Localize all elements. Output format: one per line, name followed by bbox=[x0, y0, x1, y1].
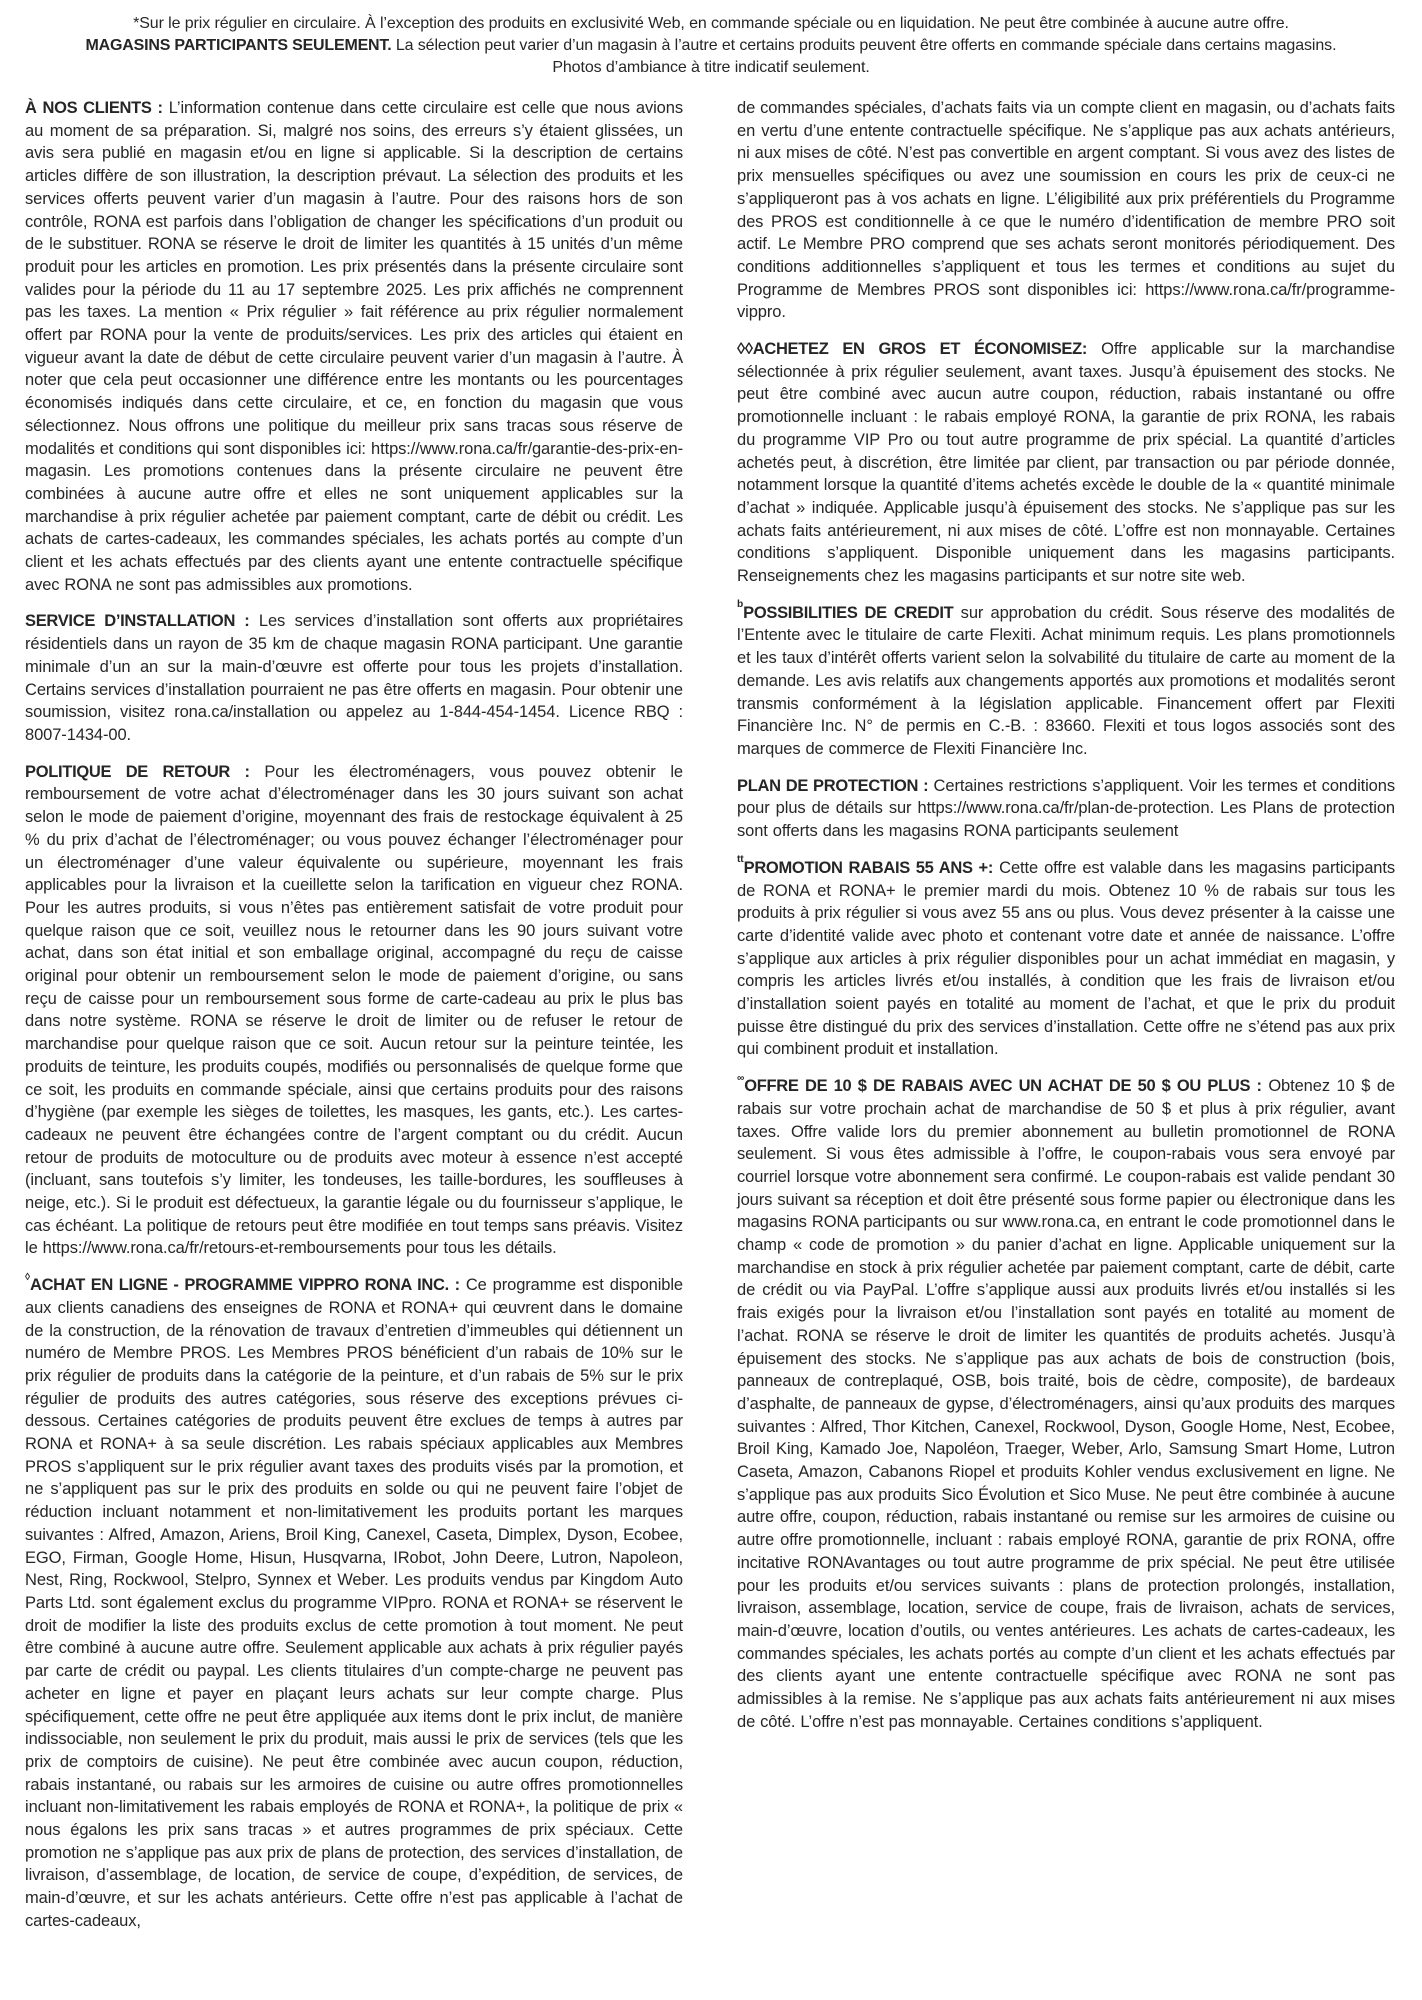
paragraph-body: Offre applicable sur la marchandise sélectionnée à prix régulier seulement, avant taxes. Jusqu’à épuisement des stocks. Ne peut être combiné avec aucun autre coupon, réduction, rabais instantané ou offre promotionnelle incluant : le rabais employé RONA, la garantie de prix RONA, les rabais du programme VIP Pro ou tout autre programme de prix spécial. La quantité d’articles achetés peut, à discrétion, être limitée par client, par transaction ou par période donnée, notamment lorsque la quantité d’items achetés excède le double de la « quantité minimale d’achat » indiquée. Applicable jusqu’à épuisement des stocks. Ne s’applique pas sur les achats faits antérieurement, ni aux mises de côté. L’offre est non monnayable. Certaines conditions s’appliquent. Disponible uniquement dans les magasins participants. Renseignements chez les magasins participants et sur notre site web. bbox=[737, 340, 1395, 586]
footnote-marker: b bbox=[737, 599, 744, 611]
paragraph-heading: OFFRE DE 10 $ DE RABAIS AVEC UN ACHAT DE 50 $ OU PLUS : bbox=[744, 1077, 1262, 1096]
footnote-marker: tt bbox=[737, 854, 744, 866]
legal-paragraph bbox=[25, 610, 683, 746]
legal-paragraph bbox=[25, 761, 683, 1260]
paragraph-heading: POSSIBILITIES DE CREDIT bbox=[743, 603, 954, 622]
paragraph-heading: SERVICE D’INSTALLATION : bbox=[25, 612, 250, 631]
header-line-2 bbox=[20, 35, 1402, 57]
legal-paragraph bbox=[737, 1072, 1396, 1733]
paragraph-body: Pour les électroménagers, vous pouvez obtenir le remboursement de votre achat d’électroménager dans les 30 jours suivant son achat selon le mode de paiement d’origine, moyennant des frais de restockage équivalent à 25 % du prix d’achat de l’électroménager; ou vous pouvez échanger l’électroménager pour un électroménager d’une valeur équivalente ou supérieure, moyennant les frais applicables pour la livraison et la cueillette selon la tarification en vigueur chez RONA. Pour les autres produits, si vous n’êtes pas entièrement satisfait de votre produit pour quelque raison que ce soit, veuillez nous le retourner dans les 90 jours suivant votre achat, dans son état initial et son emballage original, accompagné du reçu de caisse original pour obtenir un remboursement selon le mode de paiement d’origine, ou sans reçu de caisse pour un remboursement sous forme de carte-cadeau au prix le plus bas dans notre système. RONA se réserve le droit de limiter ou de refuser le retour de marchandise pour quelque raison que ce soit. Aucun retour sur la peinture teintée, les produits de teinture, les produits coupés, modifiés ou personnalisés de quelque forme que ce soit, les produits en commande spéciale, ainsi que certains produits pour des raisons d’hygiène (par exemple les sièges de toilettes, les masques, les gants, etc.). Les cartes-cadeaux ne peuvent être échangées contre de l’argent comptant ou du crédit. Aucun retour de produits de motoculture ou de produits avec moteur à essence n’est accepté (incluant, sans toutefois s’y limiter, les tondeuses, les taille-bordures, les souffleuses à neige, etc.). Si le produit est défectueux, la garantie légale ou du fournisseur s’applique, le cas échéant. La politique de retours peut être modifiée en tout temps sans préavis. Visitez le https://www.rona.ca/fr/retours-et-remboursements pour tous les détails. bbox=[25, 762, 683, 1258]
paragraph-body: Certaines restrictions s’appliquent. Voir les termes et conditions pour plus de détails sur https://www.rona.ca/fr/plan-de-protection. Les Plans de protection sont offerts dans les magasins RONA participants seulement bbox=[737, 776, 1395, 841]
header-line-3: Photos d’ambiance à titre indicatif seulement. bbox=[552, 59, 870, 76]
header-line-2-rest: La sélection peut varier d’un magasin à l’autre et certains produits peuvent être offerts en commande spéciale dans certains magasins. bbox=[391, 37, 1337, 54]
legal-paragraph bbox=[25, 97, 683, 596]
paragraph-heading: POLITIQUE DE RETOUR : bbox=[25, 762, 250, 781]
legal-paragraph bbox=[737, 599, 1396, 761]
paragraph-heading: À NOS CLIENTS : bbox=[25, 99, 163, 117]
paragraph-body: Ce programme est disponible aux clients canadiens des enseignes de RONA et RONA+ qui œuvrent dans le domaine de la construction, de la rénovation de travaux d’entretien d’immeubles qui détiennent un numéro de Membre PROS. Les Membres PROS bénéficient d’un rabais de 10% sur le prix régulier de produits dans la catégorie de la peinture, et d’un rabais de 5% sur le prix régulier de produits des autres catégories, sous réserve des exceptions prévues ci-dessous. Certaines catégories de produits peuvent être exclues de temps à autres par RONA et RONA+ à sa seule discrétion. Les rabais spéciaux applicables aux Membres PROS s’appliquent sur le prix régulier avant taxes des produits visés par la promotion, et ne s’appliquent pas sur le prix des produits en solde ou qui ne peuvent faire l’objet de réduction incluant notamment et non-limitativement les produits portant les marques suivantes : Alfred, Amazon, Ariens, Broil King, Canexel, Caseta, Dimplex, Dyson, Ecobee, EGO, Firman, Google Home, Hisun, Husqvarna, IRobot, John Deere, Lutron, Napoleon, Nest, Ring, Rockwool, Stelpro, Synnex et Weber. Les produits vendus par Kingdom Auto Parts Ltd. sont également exclus du programme VIPpro. RONA et RONA+ se réservent le droit de modifier la liste des produits exclus de cette promotion à tout moment. Ne peut être combiné à aucune autre offre. Seulement applicable aux achats à prix régulier payés par carte de crédit ou paypal. Les clients titulaires d’un compte-charge ne peuvent pas acheter en ligne et payer en plaçant leurs achats sur leur compte charge. Plus spécifiquement, cette offre ne peut être appliquée aux items dont le prix inclut, de manière indissociable, non seulement le prix du produit, mais aussi le prix de services (tels que les prix de comptoirs de cuisine). Ne peut être combinée avec aucun coupon, réduction, rabais instantané, ou rabais sur les armoires de cuisine ou autre offres promotionnelles incluant non-limitativement les rabais employés de RONA et RONA+, la politique de prix « nous égalons les prix sans tracas » et autres programmes de prix spéciaux. Cette promotion ne s’applique pas aux prix de plans de protection, des services d’installation, de livraison, d’assemblage, de location, de service de coupe, d’expédition, de services, de main-d’œuvre, et sur les achats antérieurs. Cette offre n’est pas applicable à l’achat de cartes-cadeaux, bbox=[25, 1276, 684, 1930]
paragraph-heading: ◊◊ACHETEZ EN GROS ET ÉCONOMISEZ: bbox=[737, 340, 1088, 359]
paragraph-body: Cette offre est valable dans les magasins participants de RONA et RONA+ le premier mardi du mois. Obtenez 10 % de rabais sur tous les produits à prix régulier si vous avez 55 ans ou plus. Vous devez présenter à la caisse une carte d’identité valide avec photo et contenant votre date et année de naissance. L’offre s’applique aux articles à prix régulier disponibles pour un achat immédiat en magasin, y compris les articles livrés et/ou installés, à condition que les frais de livraison et/ou d’installation soient payés en totalité au moment de l’achat, et que le prix du produit puisse être distingué du prix des services d’installation. Cette offre ne s’étend pas aux prix qui combinent produit et installation. bbox=[737, 858, 1396, 1059]
paragraph-body: Les services d’installation sont offerts aux propriétaires résidentiels dans un rayon de 35 km de chaque magasin RONA participant. Une garantie minimale d’un an sur la main-d’œuvre est offerte pour tous les projets d’installation. Certains services d’installation pourraient ne pas être offerts en magasin. Pour obtenir une soumission, visitez rona.ca/installation ou appelez au 1-844-454-1454. Licence RBQ : 8007-1434-00. bbox=[25, 612, 684, 744]
column-left bbox=[25, 97, 683, 1947]
paragraph-body: de commandes spéciales, d’achats faits via un compte client en magasin, ou d’achats faits en vertu d’une entente contractuelle spécifique. Ne s’applique pas aux achats antérieurs, ni aux mises de côté. N’est pas convertible en argent comptant. Si vous avez des listes de prix mensuelles spécifiques ou avez une soumission en cours les prix de ceux-ci ne s’appliqueront pas à vos achats en ligne. L’éligibilité aux prix préférentiels du Programme des PROS est conditionnelle à ce que le numéro d’identification de membre PRO soit actif. Le Membre PRO comprend que ses achats seront monitorés périodiquement. Des conditions additionnelles s’appliquent et tous les termes et conditions au sujet du Programme de Membres PROS sont disponibles ici: https://www.rona.ca/fr/programme-vippro. bbox=[737, 99, 1395, 322]
header-disclaimer bbox=[0, 0, 1422, 79]
legal-paragraph bbox=[737, 97, 1395, 324]
column-right bbox=[737, 97, 1395, 1947]
legal-paragraph bbox=[737, 854, 1396, 1061]
legal-text-columns bbox=[0, 79, 1422, 1947]
footnote-marker: ◊ bbox=[25, 1271, 30, 1283]
footnote-marker: ∞ bbox=[737, 1072, 745, 1084]
paragraph-heading: ACHAT EN LIGNE - PROGRAMME VIPPRO RONA INC. : bbox=[29, 1276, 460, 1295]
paragraph-body: Obtenez 10 $ de rabais sur votre prochain achat de marchandise de 50 $ et plus à prix régulier, avant taxes. Offre valide lors du premier abonnement au bulletin promotionnel de RONA seulement. Si vous êtes admissible à l’offre, le coupon-rabais vous sera envoyé par courriel lorsque votre abonnement sera confirmé. Le coupon-rabais est valide pendant 30 jours suivant sa réception et doit être présenté sous forme papier ou électronique dans les magasins RONA participants ou sur www.rona.ca, en entrant le code promotionnel dans le champ « code de promotion » du panier d’achat en ligne. Applicable uniquement sur la marchandise en stock à prix régulier achetée par paiement comptant, carte de débit, carte de crédit ou via PayPal. L’offre s’applique aussi aux produits livrés et/ou installés si les frais exigés pour la livraison et/ou l’installation sont payés en totalité au moment de l’achat. RONA se réserve le droit de limiter les quantités de produits achetés. Jusqu’à épuisement des stocks. Ne s’applique pas aux achats de bois de construction (bois, panneaux de contreplaqué, OSB, bois traité, bois de cèdre, composite), de bardeaux d’asphalte, de panneaux de gypse, d’électroménagers, ainsi qu’aux produits des marques suivantes : Alfred, Thor Kitchen, Canexel, Rockwool, Dyson, Google Home, Nest, Ecobee, Broil King, Kamado Joe, Napoléon, Traeger, Weber, Arlo, Samsung Smart Home, Lutron Caseta, Amazon, Cabanons Riopel et produits Kohler vendus exclusivement en ligne. Ne s’applique pas aux produits Sico Évolution et Sico Muse. Ne peut être combinée à aucune autre offre, coupon, réduction, rabais instantané ou remise sur les armoires de cuisine ou autre offre promotionnelle, incluant : rabais employé RONA, garantie de prix RONA, offre incitative RONAvantages ou tout autre programme de prix spécial. Ne peut être utilisée pour les produits et/ou services suivants : plans de protection prolongés, installation, livraison, assemblage, location, service de coupe, frais de livraison, achats de services, main-d’œuvre, location d’outils, ou ventes antérieures. Les achats de cartes-cadeaux, les commandes spéciales, les achats portés au compte d’un client et les achats effectués par des clients ayant une entente contractuelle spécifique avec RONA ne sont pas admissibles à la remise. Ne s’applique pas aux achats faits antérieurement ni aux mises de côté. L’offre n’est pas monnayable. Certaines conditions s’appliquent. bbox=[737, 1077, 1396, 1731]
paragraph-body: L’information contenue dans cette circulaire est celle que nous avions au moment de sa préparation. Si, malgré nos soins, des erreurs s’y étaient glissées, un avis sera publié en magasin et/ou en ligne si applicable. Si la description de certains articles diffère de son illustration, la description prévaut. La sélection des produits et les services offerts peuvent varier d’un magasin à l’autre. Pour des raisons hors de son contrôle, RONA est parfois dans l’obligation de changer les spécifications d’un produit ou de le substituer. RONA se réserve le droit de limiter les quantités à 15 unités d’un même produit pour les articles en promotion. Les prix présentés dans la présente circulaire sont valides pour la période du 11 au 17 septembre 2025. Les prix affichés ne comprennent pas les taxes. La mention « Prix régulier » fait référence au prix régulier normalement offert par RONA pour la vente de produits/services. Les prix des articles qui étaient en vigueur avant la date de début de cette circulaire peuvent varier d’un magasin à l’autre. À noter que cela peut occasionner une différence entre les montants ou les pourcentages économisés indiqués dans cette circulaire, et ce, en fonction du magasin que vous sélectionnez. Nous offrons une politique du meilleur prix sans tracas sous réserve de modalités et conditions qui sont disponibles ici: https://www.rona.ca/fr/garantie-des-prix-en-magasin. Les promotions contenues dans la présente circulaire ne peuvent être combinées à aucune autre offre et elles ne sont uniquement applicables sur la marchandise à prix régulier achetée par paiement comptant, carte de débit ou crédit. Les achats de cartes-cadeaux, les commandes spéciales, les achats portés au compte d’un client et les achats effectués par des clients ayant une entente contractuelle spécifique avec RONA ne sont pas admissibles aux promotions. bbox=[25, 99, 683, 594]
legal-paragraph bbox=[737, 338, 1395, 588]
paragraph-heading: PROMOTION RABAIS 55 ANS +: bbox=[743, 858, 994, 877]
legal-paragraph bbox=[25, 1271, 684, 1932]
paragraph-heading: PLAN DE PROTECTION : bbox=[737, 776, 929, 795]
paragraph-body: sur approbation du crédit. Sous réserve des modalités de l’Entente avec le titulaire de carte Flexiti. Achat minimum requis. Les plans promotionnels et les taux d’intérêt offerts varient selon la solvabilité du titulaire de carte au moment de la demande. Les avis relatifs aux changements apportés aux promotions et modalités seront transmis conformément à la législation applicable. Financement offert par Flexiti Financière Inc. N° de permis en C.-B. : 83660. Flexiti et tous logos associés sont des marques de commerce de Flexiti Financière Inc. bbox=[737, 603, 1396, 758]
header-line-1: *Sur le prix régulier en circulaire. À l’exception des produits en exclusivité Web, en commande spéciale ou en liquidation. Ne peut être combinée à aucune autre offre. bbox=[133, 15, 1289, 32]
legal-paragraph bbox=[737, 775, 1395, 843]
header-line-2-bold: MAGASINS PARTICIPANTS SEULEMENT. bbox=[85, 37, 392, 54]
